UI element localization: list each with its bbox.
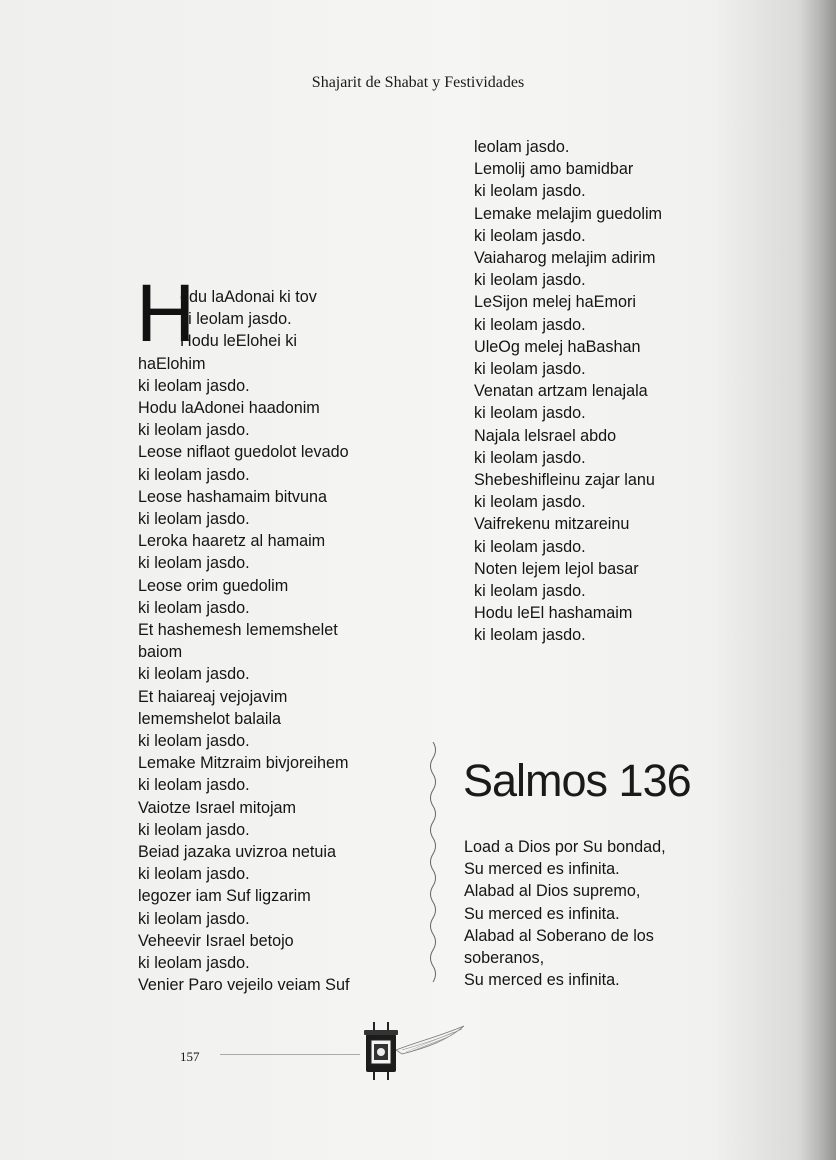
- verse-line: Najala lelsrael abdo: [474, 426, 617, 445]
- verse-line: LeSijon melej haEmori: [474, 293, 636, 312]
- translation-line: Alabad al Dios supremo,: [464, 882, 641, 901]
- running-head: Shajarit de Shabat y Festividades: [311, 74, 525, 91]
- verse-line: ki leolam jasdo.: [474, 493, 586, 512]
- verse-line: ki leolam jasdo.: [138, 954, 250, 973]
- footer-rule: [220, 1054, 360, 1055]
- verse-line: haElohim: [138, 354, 206, 373]
- verse-line: baiom: [138, 643, 183, 662]
- verse-line: Noten lejem lejol basar: [474, 559, 639, 578]
- verse-line: Lemolij amo bamidbar: [474, 160, 634, 179]
- verse-line: ki leolam jasdo.: [474, 582, 586, 601]
- page-number: 157: [180, 1049, 200, 1064]
- verse-line: legozer iam Suf ligzarim: [138, 887, 311, 906]
- verse-line: ki leolam jasdo.: [474, 271, 586, 290]
- verse-line: Hodu leElohei ki: [180, 332, 297, 351]
- verse-line: Vaiaharog melajim adirim: [474, 249, 656, 268]
- verse-line: Leose orim guedolim: [138, 576, 289, 595]
- translation-block: [464, 836, 714, 991]
- verse-line: ki leolam jasdo.: [138, 421, 250, 440]
- verse-line: Lemake Mitzraim bivjoreihem: [138, 754, 349, 773]
- verse-line: Venier Paro vejeilo veiam Suf: [138, 976, 350, 995]
- verse-line: ki leolam jasdo.: [138, 554, 250, 573]
- verse-line: ki leolam jasdo.: [180, 310, 292, 329]
- verse-line: ki leolam jasdo.: [138, 776, 250, 795]
- translation-line: Alabad al Soberano de los: [464, 926, 654, 945]
- verse-line: Hodu leEl hashamaim: [474, 604, 633, 623]
- verse-line: odu laAdonai ki tov: [180, 288, 317, 306]
- verse-line: ki leolam jasdo.: [138, 909, 250, 928]
- verse-line: ki leolam jasdo.: [474, 626, 586, 645]
- verse-line: leolam jasdo.: [474, 138, 570, 156]
- verse-line: ki leolam jasdo.: [474, 226, 586, 245]
- section-title: Salmos 136: [463, 755, 691, 806]
- verse-line: ki leolam jasdo.: [474, 315, 586, 334]
- verse-line: Lemake melajim guedolim: [474, 204, 663, 223]
- verse-line: ki leolam jasdo.: [474, 448, 586, 467]
- right-column: [474, 136, 774, 647]
- verse-line: ki leolam jasdo.: [138, 598, 250, 617]
- wavy-divider: [426, 742, 440, 988]
- translation-line: soberanos,: [464, 949, 545, 968]
- verse-line: Leose niflaot guedolot levado: [138, 443, 349, 462]
- verse-line: Veheevir Israel betojo: [138, 931, 294, 950]
- spine-shadow: [796, 0, 836, 1160]
- verse-line: Hodu laAdonei haadonim: [138, 399, 320, 418]
- verse-line: ki leolam jasdo.: [138, 820, 250, 839]
- verse-line: ki leolam jasdo.: [138, 510, 250, 529]
- translation-line: Su merced es infinita.: [464, 860, 620, 879]
- torah-scroll-quill-icon: [362, 1020, 466, 1080]
- verse-line: Leroka haaretz al hamaim: [138, 532, 326, 551]
- verse-line: Leose hashamaim bitvuna: [138, 487, 327, 506]
- verse-line: Et haiareaj vejojavim: [138, 687, 288, 706]
- dropcap-letter: H: [136, 268, 196, 359]
- verse-line: Vaiotze Israel mitojam: [138, 798, 297, 817]
- translation-line: Su merced es infinita.: [464, 971, 620, 990]
- verse-line: ki leolam jasdo.: [474, 404, 586, 423]
- translation-line: Load a Dios por Su bondad,: [464, 838, 666, 856]
- verse-line: Et hashemesh lememshelet: [138, 621, 338, 640]
- verse-line: Beiad jazaka uvizroa netuia: [138, 843, 336, 862]
- translation-line: Su merced es infinita.: [464, 904, 620, 923]
- verse-line: ki leolam jasdo.: [138, 865, 250, 884]
- verse-line: ki leolam jasdo.: [138, 376, 250, 395]
- verse-line: Vaifrekenu mitzareinu: [474, 515, 630, 534]
- verse-line: ki leolam jasdo.: [474, 537, 586, 556]
- left-column: [138, 286, 438, 997]
- verse-line: ki leolam jasdo.: [138, 465, 250, 484]
- verse-line: ki leolam jasdo.: [474, 360, 586, 379]
- verse-line: ki leolam jasdo.: [138, 665, 250, 684]
- verse-line: ki leolam jasdo.: [474, 182, 586, 201]
- verse-line: Shebeshifleinu zajar lanu: [474, 471, 655, 490]
- verse-line: lememshelot balaila: [138, 709, 282, 728]
- verse-line: Venatan artzam lenajala: [474, 382, 648, 401]
- verse-line: ki leolam jasdo.: [138, 732, 250, 751]
- verse-line: UleOg melej haBashan: [474, 337, 641, 356]
